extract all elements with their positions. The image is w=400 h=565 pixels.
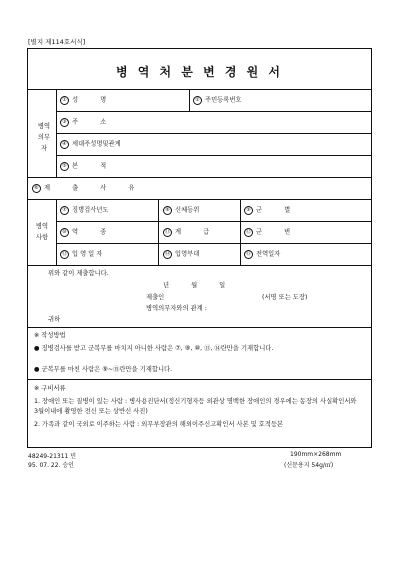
docs-title: ※ 구비서류 (34, 385, 66, 392)
instructions-title: ※ 작성방법 (34, 332, 66, 339)
footer-paper: (신문용지 54g/㎡) (284, 462, 334, 469)
relation-label: 병역의무자와의 관계 : (146, 305, 207, 312)
footer-approval: 95. 07. 22. 승인 (28, 462, 74, 469)
page-title: 병 역 처 분 변 경 원 서 (116, 65, 283, 79)
instruction-item-1: ● 징병검사를 받고 군복무를 마치지 아니한 사람은 ⑦, ⑧, ⑩, ⑬, ⑭란만을 기재합니다. (34, 345, 274, 352)
field-service-type: ⑩ 역 종 (60, 228, 116, 237)
field-military-branch: ⑨ 군 별 (244, 206, 300, 215)
recipient-label: 귀하 (48, 316, 61, 323)
signature-note: (서명 또는 도장) (262, 294, 308, 301)
field-name: ① 성 명 (60, 96, 116, 105)
instruction-item-2: ● 군복무를 마친 사람은 ⑨~⑮란만을 기재합니다. (34, 366, 173, 373)
doc-item-2: 2. 가족과 같이 국외로 이주하는 사람 : 외무부장관의 해외이주신고확인서 사본 및 호적등본 (34, 421, 284, 428)
field-physical-grade: ⑧ 신체등위 (163, 206, 199, 215)
footer-code: 48249-21311 민 (28, 453, 77, 460)
field-reason: ⑥ 제 출 사 유 (32, 184, 144, 193)
field-registered-domicile: ⑤ 본 적 (60, 162, 116, 171)
form-number: [별지 제114호서식] (28, 38, 86, 46)
doc-item-1: 1. 장애인 또는 질병이 있는 사람 : 병사용진단서(정신기형자등 외관상 명백한 장애인의 경우에는 동장의 사실확인서와 3월이내에 촬영한 전신 또는 상반신 사진) (34, 398, 357, 415)
field-enlistment-unit: ⑭ 입영부대 (164, 250, 200, 258)
form-frame (27, 48, 372, 448)
field-exam-year: ⑦ 징병검사년도 (60, 206, 109, 215)
field-rank: ⑪ 계 급 (164, 228, 220, 236)
section-service-label: 병역사항 (35, 223, 49, 241)
submit-date: 년 월 일 (163, 282, 226, 289)
footer-size: 190mm×268mm (290, 451, 342, 458)
field-service-number: ⑫ 군 번 (245, 228, 301, 236)
submitter-label: 제출인 (146, 294, 165, 301)
field-discharge-date: ⑮ 전역일자 (245, 250, 281, 258)
field-address: ③ 주 소 (60, 118, 116, 127)
section-applicant-label: 병역의무자 (37, 123, 51, 152)
field-enlistment-date: ⑬ 입 영 일 자 (61, 250, 103, 258)
field-resident-number: ② 주민등록번호 (193, 96, 242, 105)
submit-statement: 위와 같이 제출합니다. (48, 270, 109, 277)
field-household-head: ④ 세대주성명및관계 (60, 140, 121, 149)
